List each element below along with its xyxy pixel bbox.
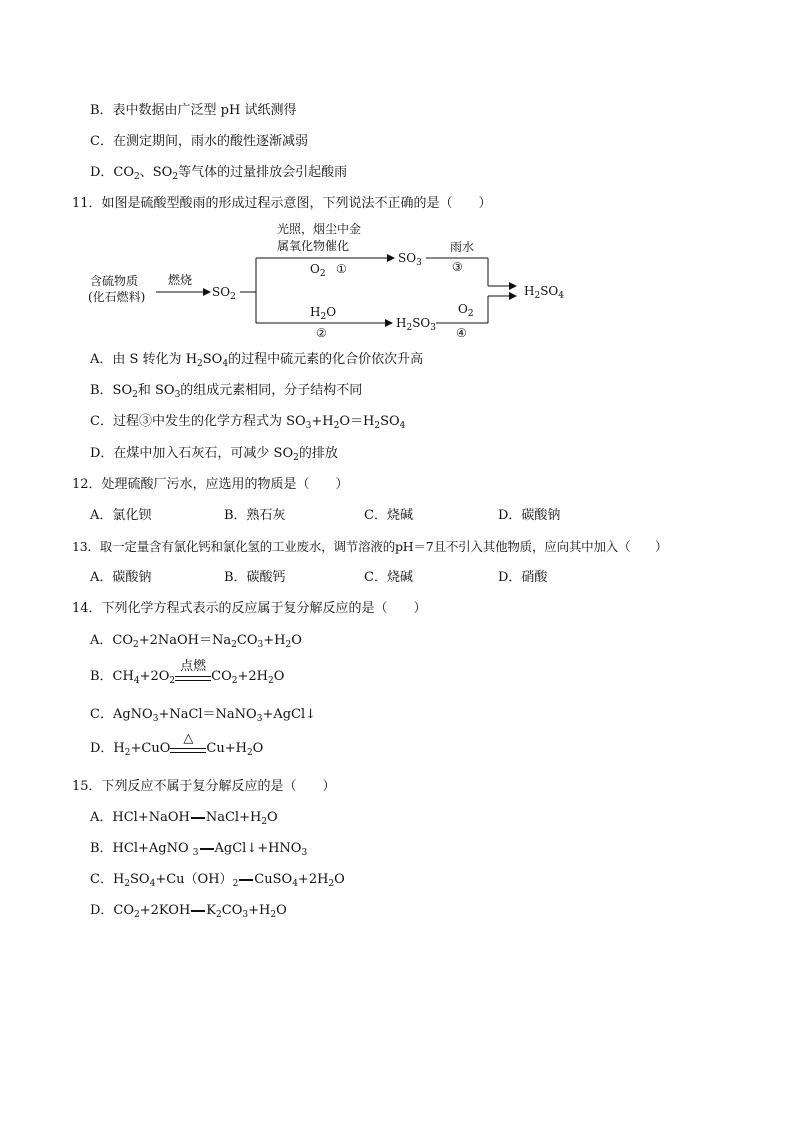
q15-option-d: D．$CO_2+2KOH$ $K_2CO_3+H_2O$ xyxy=(90,903,287,920)
diagram-rain-label: 雨水 xyxy=(450,240,475,254)
q10-option-c: C．在测定期间，雨水的酸性逐渐减弱 xyxy=(90,134,308,149)
q11-option-d: D．在煤中加入石灰石，可减少 $SO_2$的排放 xyxy=(90,446,338,463)
q14-option-a: A．$CO_2+2NaOH=Na_2CO_3+H_2O$ xyxy=(90,633,302,650)
q12-option-c: C．烧碱 xyxy=(364,508,413,523)
q14-stem: 14．下列化学方程式表示的反应属于复分解反应的是（ ） xyxy=(72,601,427,616)
q11-option-b: B．$SO_2$和 $SO_3$的组成元素相同，分子结构不同 xyxy=(90,383,363,400)
q12-stem: 12．处理硫酸厂污水，应选用的物质是（ ） xyxy=(72,477,349,492)
q14-option-d: D．$H_2+CuO$ △ $Cu+H_2O$ xyxy=(90,731,264,758)
q10-option-d: D．$CO_2$、$SO_2$等气体的过量排放会引起酸雨 xyxy=(90,165,348,182)
diagram-o2-upper: $O_2$ xyxy=(310,262,326,279)
q13-option-c: C．烧碱 xyxy=(364,570,413,585)
diagram-step4: ④ xyxy=(456,326,467,340)
q13-option-d: D．硝酸 xyxy=(498,570,548,585)
acid-rain-diagram xyxy=(80,216,600,346)
diagram-so2: $SO_2$ xyxy=(212,285,236,302)
q13-option-b: B．碳酸钙 xyxy=(224,570,286,585)
q12-option-b: B．熟石灰 xyxy=(224,508,286,523)
diagram-so3: $SO_3$ xyxy=(398,251,422,268)
q12-option-d: D．碳酸钠 xyxy=(498,508,561,523)
diagram-step1: ① xyxy=(336,262,347,276)
diagram-step3: ③ xyxy=(452,260,463,274)
q13-option-a: A．碳酸钠 xyxy=(90,570,152,585)
diagram-burn-label: 燃烧 xyxy=(168,273,193,287)
diagram-h2o: $H_2O$ xyxy=(310,305,337,322)
q10-option-b: B．表中数据由广泛型 pH 试纸测得 xyxy=(90,103,297,118)
q14-option-b: B．$CH_4+2O_2$ 点燃 $CO_2+2H_2O$ xyxy=(90,659,285,686)
diagram-catalyst-line1: 光照，烟尘中金 xyxy=(277,222,362,236)
diagram-h2so4: $H_2SO_4$ xyxy=(524,284,564,301)
diagram-step2: ② xyxy=(316,326,327,340)
q15-stem: 15．下列反应不属于复分解反应的是（ ） xyxy=(72,779,336,794)
diagram-source-line1: 含硫物质 xyxy=(90,274,139,288)
diagram-source-line2: (化石燃料) xyxy=(88,290,146,304)
ignite-condition: 点燃 xyxy=(175,668,211,686)
q11-option-a: A．由 S 转化为 $H_2SO_4$的过程中硫元素的化合价依次升高 xyxy=(90,352,424,369)
q11-stem: 11．如图是硫酸型酸雨的形成过程示意图，下列说法不正确的是（ ） xyxy=(72,196,492,211)
diagram-catalyst-line2: 属氧化物催化 xyxy=(277,239,350,253)
q13-stem: 13．取一定量含有氯化钙和氯化氢的工业废水，调节溶液的pH＝7且不引入其他物质，应向其中加入（ ） xyxy=(72,539,668,554)
q14-option-c: C．AgNO$_3$+NaCl＝NaNO$_3$+AgCl↓ xyxy=(90,707,317,724)
heat-condition: △ xyxy=(170,740,206,758)
diagram-o2-lower: $O_2$ xyxy=(458,302,474,319)
q15-option-b: B．HCl+AgNO $_3$ $AgCl↓+HNO_3$ xyxy=(90,841,308,858)
q12-option-a: A．氯化钡 xyxy=(90,508,152,523)
q11-option-c: C．过程③中发生的化学方程式为 $SO_3+H_2O=H_2SO_4$ xyxy=(90,414,406,431)
q15-option-a: A．HCl+NaOH $NaCl+H_2O$ xyxy=(90,810,278,827)
q15-option-c: C．$H_2SO_4+Cu(OH)_2$ $CuSO_4+2H_2O$ xyxy=(90,872,345,889)
diagram-h2so3: $H_2SO_3$ xyxy=(396,316,436,333)
